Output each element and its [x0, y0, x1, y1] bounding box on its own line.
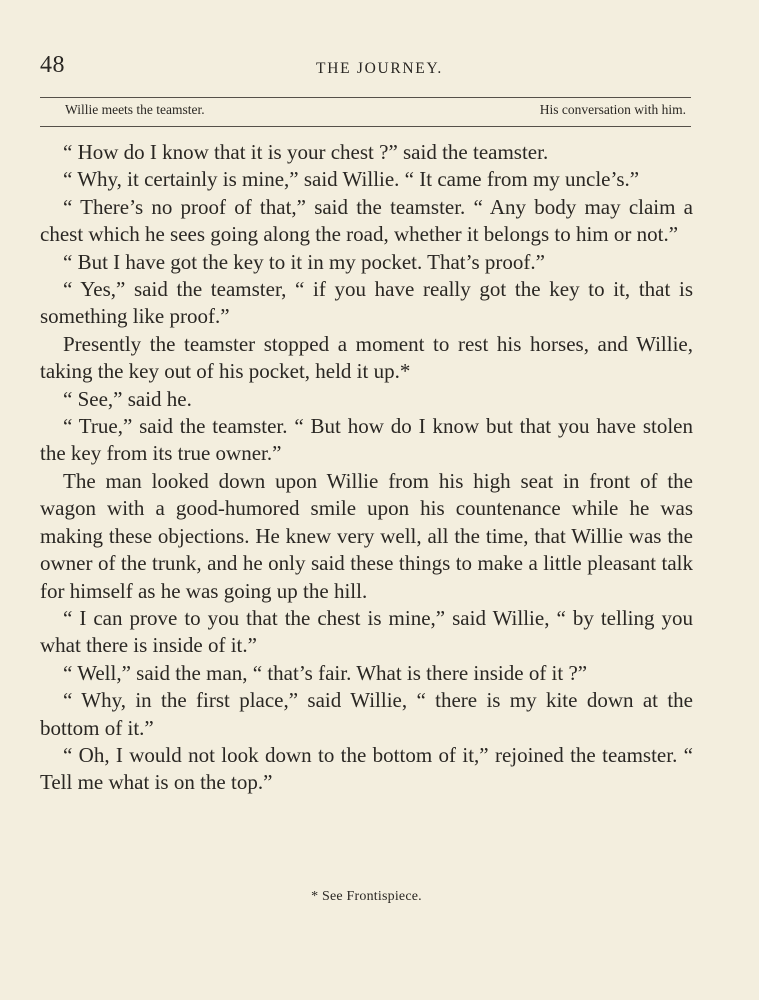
- paragraph: “ How do I know that it is your chest ?” said the teamster.: [63, 140, 549, 164]
- paragraph: Presently the teamster stopped a moment to rest his horses, and Willie, taking the key out of his pocket, held it up.*: [40, 331, 693, 384]
- page-header: [40, 50, 719, 84]
- paragraph: “ True,” said the teamster. “ But how do I know but that you have stolen the key from its true owner.”: [40, 414, 693, 466]
- paragraph: “ But I have got the key to it in my pocket. That’s proof.”: [63, 249, 545, 274]
- paragraph: “ Why, it certainly is mine,” said Willie. “ It came from my uncle’s.”: [63, 167, 640, 192]
- paragraph: The man looked down upon Willie from his high seat in front of the wagon with a good-humored smile upon his countenance while he was making these objections. He knew very well, all the time, that Willie was the owner of the trunk, and he only said these things to make a little pleasant talk for himself as he was going up the hill.: [40, 468, 693, 603]
- paragraph: “ There’s no proof of that,” said the teamster. “ Any body may claim a chest which he sees going along the road, whether it belongs to him or not.”: [40, 194, 693, 247]
- paragraph: “ Well,” said the man, “ that’s fair. What is there inside of it ?”: [63, 660, 588, 685]
- subheader-left-topic: Willie meets the teamster.: [65, 102, 205, 117]
- paragraph: “ I can prove to you that the chest is mine,” said Willie, “ by telling you what there is inside of it.”: [40, 605, 693, 658]
- body-text: [40, 139, 693, 797]
- chapter-subheader: [40, 97, 691, 127]
- paragraph: “ See,” said he.: [63, 386, 192, 411]
- paragraph: “ Oh, I would not look down to the bottom of it,” rejoined the teamster. “ Tell me what is on the top.”: [40, 742, 693, 795]
- page-number: 48: [40, 52, 65, 78]
- running-title: THE JOURNEY.: [316, 60, 443, 77]
- subheader-right-topic: His conversation with him.: [539, 102, 686, 117]
- footnote: * See Frontispiece.: [311, 889, 422, 904]
- paragraph: “ Yes,” said the teamster, “ if you have really got the key to it, that is something like proof.”: [40, 277, 693, 329]
- paragraph: “ Why, in the first place,” said Willie, “ there is my kite down at the bottom of it.”: [40, 688, 693, 740]
